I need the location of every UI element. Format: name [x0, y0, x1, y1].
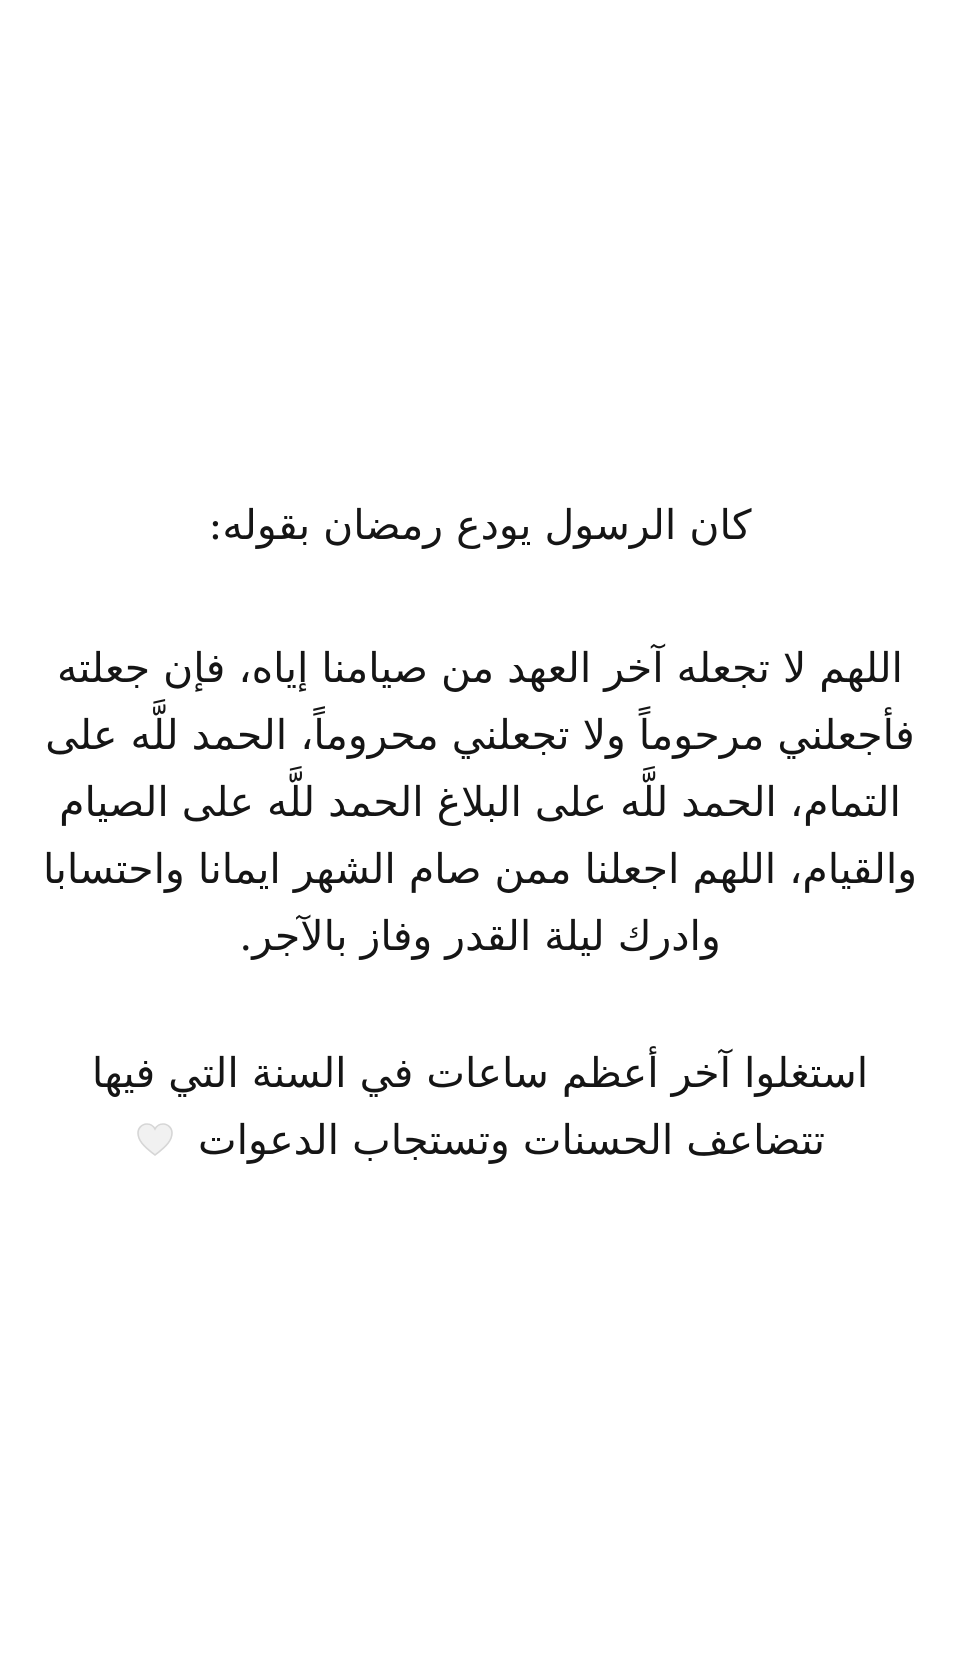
white-heart-icon	[135, 1122, 175, 1158]
dua-paragraph	[40, 635, 920, 970]
dua-line-5: وادرك ليلة القدر وفاز بالآجر.	[239, 912, 721, 960]
dua-line-1: اللهم لا تجعله آخر العهد من صيامنا إياه، فإن جعلته	[57, 644, 903, 692]
closing-line-1: استغلوا آخر أعظم ساعات في السنة التي فيها	[91, 1049, 869, 1097]
closing-line-2-text: تتضاعف الحسنات وتستجاب الدعوات	[198, 1116, 826, 1164]
intro-line	[40, 492, 920, 559]
dua-line-2: فأجعلني مرحوماً ولا تجعلني محروماً، الحمد للَّه على	[45, 711, 915, 759]
dua-line-4: والقيام، اللهم اجعلنا ممن صام الشهر ايمانا واحتسابا	[42, 845, 918, 893]
intro-text: كان الرسول يودع رمضان بقوله:	[208, 501, 752, 549]
dua-line-3: التمام، الحمد للَّه على البلاغ الحمد للَّه على الصيام	[59, 778, 901, 826]
closing-paragraph	[40, 1040, 920, 1174]
closing-line-2	[40, 1107, 920, 1174]
